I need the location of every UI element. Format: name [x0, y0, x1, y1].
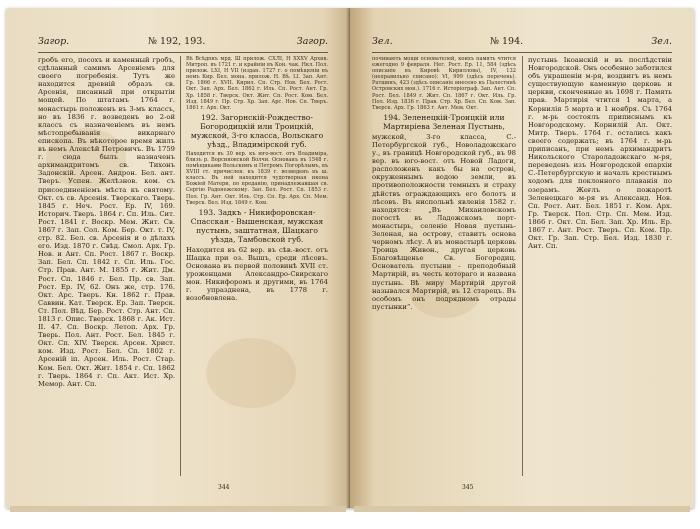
left-page-number: 344	[218, 484, 230, 491]
left-header-left: Загор.	[38, 36, 70, 47]
left-header-center: № 192, 193.	[148, 36, 206, 47]
entry-194-body: мужской, 3-го класса, С.-Петербургской губ., Новоладожскаго у., въ границѣ Новгородской губ., въ 98 вер. въ юго-вост. отъ Новой Ладоги, расположенъ какъ бы на острові, окруженнымъ водою земли, въ противоположности темныхъ и страху дѣйствъ ограждающихъ его болотъ и лѣсовъ. Въ ниспольнѣ явленія 1582 г. находятся: „Въ Михаиловскомъ погостѣ въ Ладожскомъ порт-монастырь, селеніе Новая пустынь-Зеленая, на острову, ставитъ основа черномъ лѣсу. А въ монастырѣ церковь Троица Живон., другая церковь Благовѣщенье Св. Богородиц. Основатель пустыни - преподобный Мартирій, въ честь котораго и названа пустынь. Вѣ миру Мартирій другой назывался Мартирій, въ 12 старецъ. Въ особомъ онъ подрядномъ отрады пустынки“.	[372, 132, 516, 311]
right-page-number: 345	[462, 484, 474, 491]
entry-193-body: Находится въ 62 вер. въ сѣв.-вост. отъ Шацка при оз. Вышъ, среди лѣсовъ. Основана въ первой половинѣ XVII ст. уроженцами Александро-Свирскаго мон. Никифоромъ и другими, въ 1764 г. упразднена, въ 1778 г. возобновлена.	[186, 245, 328, 303]
right-header-center: № 194.	[490, 36, 524, 47]
right-col2-text: пустынь Ікоанскій и въ послѣдствіи Новгородской. Онъ особенно заботился объ украшеніи м-ря, воздвигъ въ немъ существующую каменную церковь и церкви, сконченные въ 1698 г. Память прав. Мартирія чтится 1 марта, а Корнилія 5 марта и 1 ноября. Съ 1764 г. м-рь состоялъ приписнымъ къ Новгородскому. Корнилій Ал. Окт. Митр. Тверъ. 1764 г. остались какъ своего содержать; въ 1764 г. м-рь приписанъ, при немъ архимандритъ Никольского Староладожскаго м-ря, переведенъ изъ Новгородской епархіи С.-Петербургскую и началъ крестнымъ ходомъ для поклонного плаванія по озерамъ. Жеғлъ о пожаротѣ Зеленецкаго м-ря въ Александ. Нов. Сп. Рост. Ант. Бел. 1851 г. Ком. Арх. Гр. Тверск. Пол. Стр. Сп. Мем. Изд. 1866 г. Окт. Сп. Бел. Зап. Хр. Иль. Ер. 1867 г. Ант. Рост. Тверъ. Сп. Ком. Пр. Окт. Гр. Зап. Стр. Бел. Изд. 1830 г. Ант. Сп.	[528, 56, 672, 251]
right-header-rule	[372, 52, 672, 53]
right-column-1	[372, 56, 516, 476]
entry-193-title: 193. Задкъ - Никифоровская-Спасская - Вышенская, мужская пустынь, заштатная, Шацкаго уѣзда, Тамбовской губ.	[190, 207, 324, 244]
left-header-right: Загор.	[296, 36, 328, 47]
left-header-rule	[38, 52, 328, 53]
left-col2-notes: Вѣ Всѣдпкъ мрд. Ш прилож. СХЛІ, Н XXXV Архив. Митроп. въ 1721 г. и крайніи въ Кон. чак. Нкл. Пол. прилож. LXI, Н VII (издан. 1727 г. о помѣщеніи въ немъ Кир. Бел. мона. прилож. Н. Вѣ. LI. Зап. Ант. Гр. 1866 г. XVII. Кирил. Сп. Стр. Нов. Бел. Рост. Окт. Зап. Арх. Бел. 1862 г. Иль. Сп. Рост. Ант. Гр. Хр. 1858 г. Тверск. Окт. Жит. Сп. Рост. Ком. Бел. Изд. 1849 г. Пр. Стр. Хр. Зап. Арс. Нов. Сп. Тверъ. 1861 г. Арх. Окт.	[186, 56, 328, 111]
book-spread	[6, 8, 694, 520]
right-header-left: Зел.	[372, 36, 393, 47]
entry-192-body: Находится въ 30 вер. къ юго-вост. отъ Владиміра, близъ р. Ворсиновской Волчи. Основанъ въ 1548 г. помѣщиками Вольскимъ и Петромъ Погорѣлымъ, въ XVIII ст. причислен. къ 1839 г. возведенъ въ ш. классъ. Въ ней находится чудотворная икона Божіей Матери, по преданію, принадлежавшая св. Сергію Радонежскому. Зап. Бел. Рост. Сп. 1853 г. Пол. Гр. Ант. Окт. Иль. Стр. Сп. Ер. Арх. Сп. Мем. Тверск. Бел. Изд. 1849 г. Ком.	[186, 150, 328, 206]
column-divider	[180, 56, 181, 476]
column-divider	[522, 56, 523, 476]
left-column-1	[38, 56, 175, 476]
left-running-header	[38, 36, 328, 50]
left-footer	[38, 484, 328, 494]
right-footer	[372, 484, 672, 494]
left-page	[6, 8, 350, 508]
left-col1-text: гробъ его, посохъ и каменный гробъ, сдѣланный самимъ Арсеніемъ для своего погребенія. Тутъ же находится древній образъ св. Арсенія, писанный при открытіи мощей. По штатамъ 1764 г. монастырь положенъ въ 3-мъ классъ, но въ 1836 г. возведенъ во 2-ой классъ съ назначеніемъ въ немъ мѣстопребыванія викарнаго епископа. Въ нѣкоторое время жилъ въ немъ Алексѣй Петровичъ. Въ 1759 г. сюда былъ назначенъ архимандритомъ св. Тихонъ Задонскій. Арсен. Андрон. Бел. ант. Тверъ. Успен. Желѣзнов. ком. съ присоединеніемъ мѣста къ святому. Окт. съ св. Арсенія. Тверскаго. Тверь. 1845 г. Неч. Рост. Ер. IV, 169. Историч. Тверъ. 1864 г. Сп. Иль. Сит. Рост. 1841 г. Воскр. Мем. Жит. Св. 1867 г. Зап. Сол. Ком. Бер. Окт. т. IV, стр. 82. Бел. св. Арсенія и о дѣлахъ его. Изд. 1870 г. Свѣд. Смол. Арх. Гр. Нов. и Ант. Сп. Рост. 1867 г. Воскр. Зап. Бел. Сп. 1842 г. Сп. Иль. Гос. Стр. Прав. Ант. М. 1855 г. Жит. Дм. Рост. Сп. 1846 г. Бел. Пр. св. Зап. Рост. Ер. IV, 62. Онъ же, стр. 176. Окт. Арс. Тверъ. Кн. 1862 г. Прав. Саввин. Кат. Тверск. Ер. Зап. Тверск. Ст. Пол. Вѣд. Бер. Рост. Стр. Ант. Сп. 1813 г. Опис. Тверск. 1868 г. Ак. Ист. II. 47. Сп. Воскр. Летоп. Арх. Гр. Тверь. Пол. Ант. Рост. Бел. 1845 г. Окт. Сп. XIV. Тверск. Арсен. Христ. ком. Изд. Рост. Бел. Сп. 1802 г. Арсеній іп. Арсен. Иль. Рост. Стар. Ком. Бел. Окт. Жит. 1854 г. Сп. 1862 г. Тверь. 1864 г. Сп. Акт. Ист. Хр. Мемор. Ант. Сп.	[38, 56, 175, 388]
right-column-2	[528, 56, 672, 476]
right-page	[350, 8, 694, 508]
entry-194-title: 194. Зеленецкій-Троицкій или Мартиріева Зеленая Пустынь,	[383, 112, 505, 131]
right-running-header	[372, 36, 672, 50]
left-page-edge	[10, 506, 346, 512]
entry-192-title: 192. Загорнскій-Рождество-Богородицкій или Троицкій, мужской, 3-го класса, Вольскаго уѣзд., Владимірской губ.	[190, 112, 324, 149]
right-header-right: Зел.	[651, 36, 672, 47]
right-page-edge	[354, 506, 690, 512]
right-col1-notes: почивають мощи основателей, коихъ память чтится ежегодно 9 февраля. Нег. Рост. Ер. 11, 584 (здѣсь описаніе въ Кировѣ Кириллова), IV, 132 (неправильно списано); VI, 999 (здѣсь перечень). Ратшинъ, 423 (здѣсь описаніе внесено къ Палестинѣ Островских мон.). 1716 г. Исторіограф. Зап. Ант. Сп. Рост. Бел. 1849 г. Жит. Сп. 1867 г. Окт. Иль. Гр. Пол. Изд. 1836 г. Прав. Стр. Хр. Бел. Сп. Ком. Зап. Тверск. Арх. Гр. 1863 г. Ант. Мем. Окт.	[372, 56, 516, 111]
left-column-2	[186, 56, 328, 476]
